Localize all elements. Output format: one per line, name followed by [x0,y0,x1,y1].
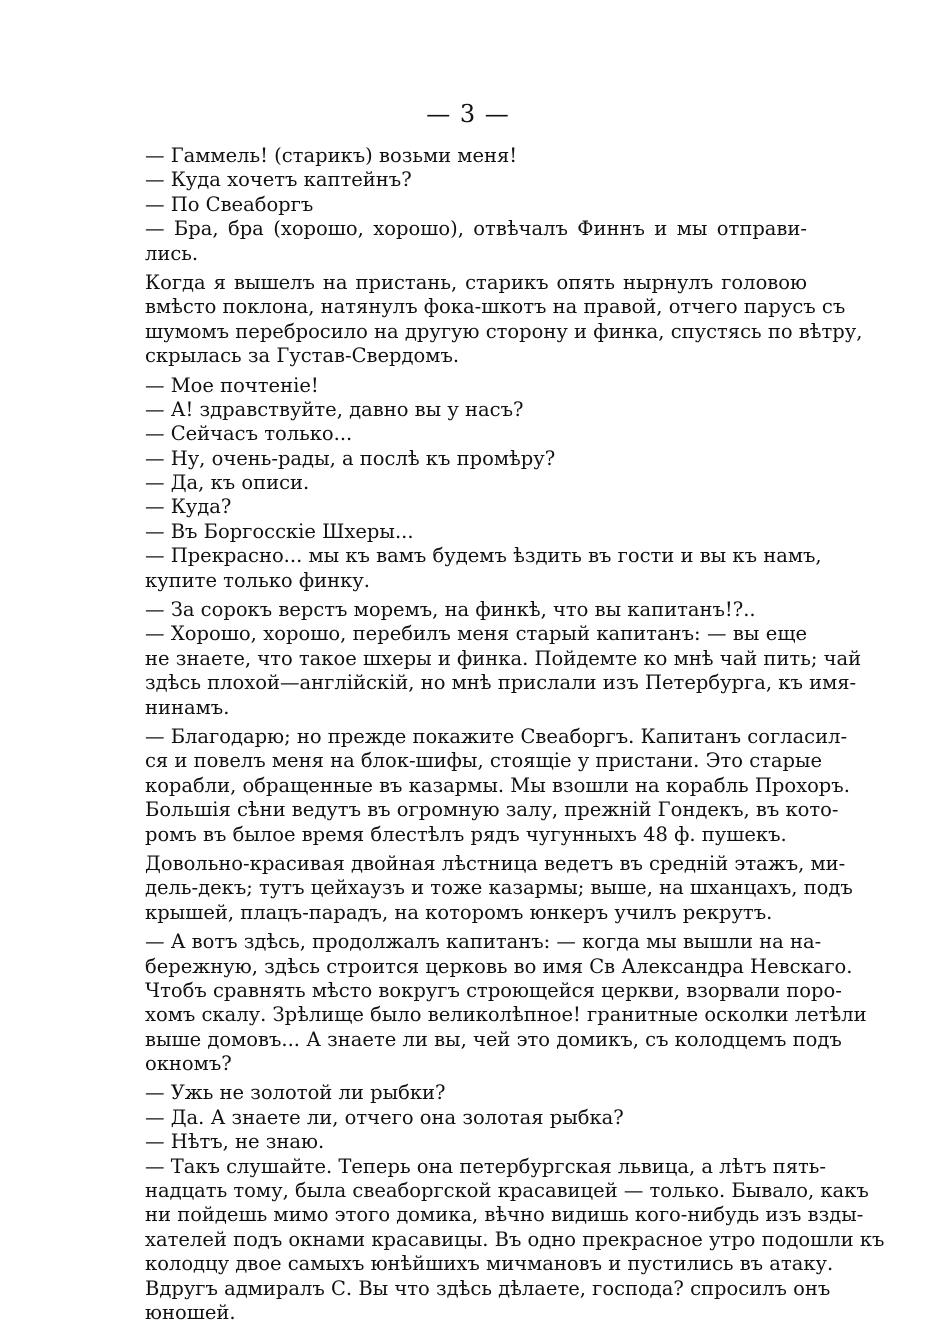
text-line: крышей, плацъ-парадъ, на которомъ юнкеръ училъ рекрутъ. [145,900,773,924]
paragraph [145,495,807,519]
text-line: — За сорокъ верстъ моремъ, на финкѣ, что вы капитанъ!?.. [145,598,756,622]
paragraph [145,1081,807,1105]
text-line: Когда я вышелъ на пристань, старикъ опять нырнулъ головою [145,270,807,294]
paragraph [145,622,862,720]
text-line: — А вотъ здѣсь, продолжалъ капитанъ: — когда мы вышли на на- [145,930,822,954]
text-line: Чтобъ сравнять мѣсто вокругъ строющейся церкви, взорвали поро- [145,978,842,1002]
text-line: колодцу двое самыхъ юнѣйшихъ мичмановъ и пустились въ атаку. [145,1252,834,1276]
text-line: — Сейчасъ только... [145,422,353,446]
page-number: — 3 — [426,100,510,128]
paragraph [145,930,867,1076]
text-line: окномъ? [145,1052,232,1076]
paragraph [145,217,807,266]
text-line: скрылась за Густав-Свердомъ. [145,344,460,368]
text-line: Вдругъ адмиралъ С. Вы что здѣсь дѣлаете, господа? спросилъ онъ [145,1276,831,1300]
text-line: ся и повелъ меня на блок-шифы, стоящіе у пристани. Это старые [145,749,823,773]
paragraph [145,544,822,593]
text-line: — Гаммель! (старикъ) возьми меня! [145,144,518,167]
text-line: надцать тому, была свеаборгской красавицей — только. Бывало, какъ [145,1179,869,1203]
text-line: ни пойдешь мимо этого домика, вѣчно видишь кого-нибудь изъ взды- [145,1203,864,1227]
text-line: хателей подъ окнами красавицы. Въ одно прекрасное утро подошли къ [145,1227,885,1251]
text-line: бережную, здѣсь строится церковь во имя Св Александра Невскаго. [145,954,853,978]
text-line: купите только финку. [145,568,370,592]
paragraph [145,520,807,544]
text-line: — Куда? [145,495,232,519]
text-line: Довольно-красивая двойная лѣстница ведетъ въ средній этажъ, ми- [145,851,846,875]
text-line: нинамъ. [145,695,230,719]
text-line: — По Свеаборгъ [145,192,314,216]
text-line: выше домовъ... А знаете ли вы, чей это домикъ, съ колодцемъ подъ [145,1027,842,1051]
paragraph [145,398,807,422]
text-line: — Нѣтъ, не знаю. [145,1130,325,1154]
paragraph [145,422,807,446]
text-line: — Да. А знаете ли, отчего она золотая рыбка? [145,1105,624,1129]
text-line: юношей. [145,1300,236,1324]
paragraph [145,193,807,217]
text-line: — Хорошо, хорошо, перебилъ меня старый капитанъ: — вы еще [145,622,807,646]
paragraph [145,374,807,398]
text-line: дель-декъ; тутъ цейхаузъ и тоже казармы; выше, на шханцахъ, подъ [145,876,853,900]
text-line: — Благодарю; но прежде покажите Свеаборгъ. Капитанъ согласил- [145,724,848,748]
paragraph [145,447,807,471]
paragraph [145,1154,885,1326]
paragraph [145,471,807,495]
paragraph [145,144,807,168]
paragraph [145,1106,807,1130]
text-line: — Да, къ описи. [145,471,310,495]
paragraph [145,851,853,925]
text-line: — Такъ слушайте. Теперь она петербургская львица, а лѣтъ пять- [145,1154,827,1178]
text-line: — Прекрасно... мы къ вамъ будемъ ѣздить въ гости и вы къ намъ, [145,544,822,568]
text-line: Большія сѣни ведутъ въ огромную залу, прежній Гондекъ, въ кото- [145,798,839,822]
paragraph [145,168,807,192]
text-line: лись. [145,241,199,265]
body-text [145,144,885,1325]
paragraph [145,270,863,369]
text-line: — А! здравствуйте, давно вы у насъ? [145,397,524,421]
text-line: здѣсь плохой—англійскій, но мнѣ прислали изъ Петербурга, къ имя- [145,671,857,695]
text-line: хомъ скалу. Зрѣлище было великолѣпное! гранитные осколки летѣли [145,1003,867,1027]
paragraph [145,598,807,622]
text-line: — Куда хочетъ каптейнъ? [145,168,412,192]
text-line: — Ужь не золотой ли рыбки? [145,1081,446,1105]
paragraph [145,1130,807,1154]
text-line: ромъ въ былое время блестѣлъ рядъ чугунныхъ 48 ф. пушекъ. [145,822,787,846]
text-line: — Ну, очень-рады, а послѣ къ промѣру? [145,446,556,470]
text-line: шумомъ перебросило на другую сторону и финка, спустясь по вѣтру, [145,319,863,343]
text-line: вмѣсто поклона, натянулъ фока-шкотъ на правой, отчего парусъ съ [145,295,846,319]
text-line: — Бра, бра (хорошо, хорошо), отвѣчалъ Финнъ и мы отправи- [145,217,807,241]
text-line: — Въ Боргосскіе Шхеры... [145,519,414,543]
text-line: — Мое почтеніе! [145,373,319,397]
paragraph [145,724,850,847]
text-line: не знаете, что такое шхеры и финка. Пойдемте ко мнѣ чай пить; чай [145,646,862,670]
text-line: корабли, обращенные въ казармы. Мы взошли на корабль Прохоръ. [145,773,850,797]
